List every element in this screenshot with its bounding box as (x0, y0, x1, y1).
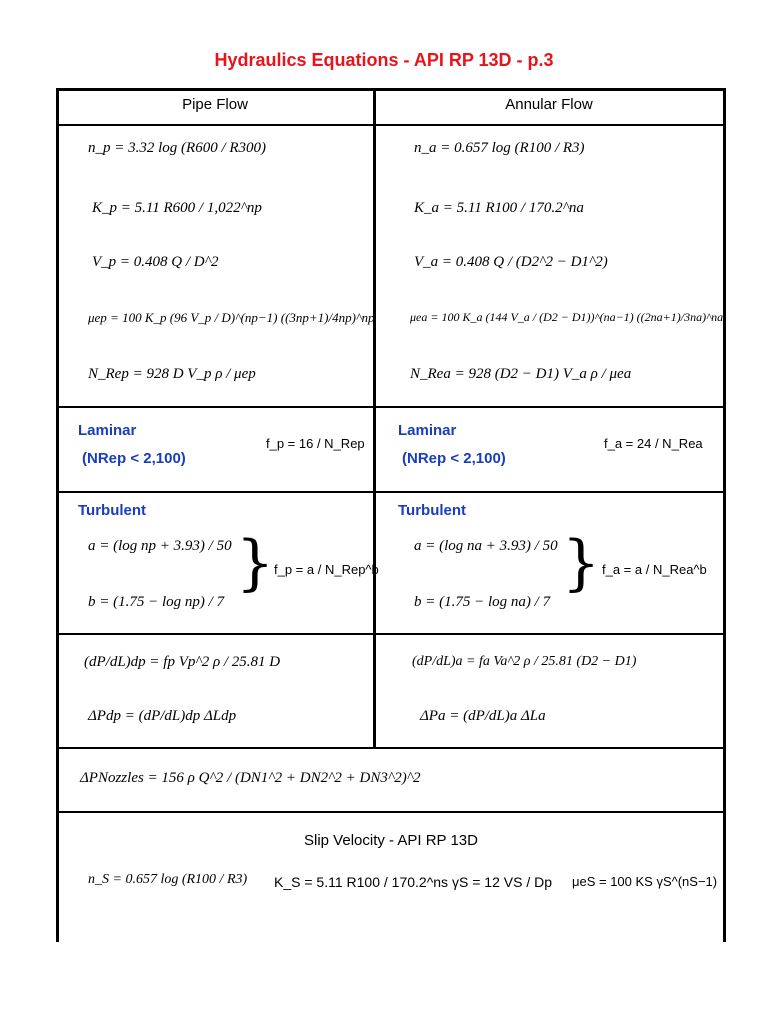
page-cutoff (0, 942, 768, 1024)
turbulent-label-annular: Turbulent (398, 502, 467, 519)
equation-fp-turbulent: f_p = a / N_Rep^b (274, 562, 379, 577)
laminar-label-pipe: Laminar (78, 422, 137, 439)
slip-velocity-title: Slip Velocity - API RP 13D (304, 832, 478, 849)
equation-dpdl-pipe: (dP/dL)dp = fp Vp^2 ρ / 25.81 D (84, 654, 281, 670)
equation-nre-a: N_Rea = 928 (D2 − D1) V_a ρ / μea (410, 366, 632, 382)
equation-fa-turbulent: f_a = a / N_Rea^b (602, 562, 707, 577)
equation-mu-ea: μea = 100 K_a (144 V_a / (D2 − D1))^(na−1) ((2na+1)/3na)^na (410, 310, 724, 324)
equation-kp: K_p = 5.11 R600 / 1,022^np (92, 200, 262, 216)
header-pipe-flow: Pipe Flow (182, 96, 248, 113)
row-divider (56, 633, 726, 635)
equation-gamma-s: γS = 12 VS / Dp (452, 874, 552, 890)
equation-a-annular: a = (log na + 3.93) / 50 (414, 538, 558, 554)
header-annular-flow: Annular Flow (505, 96, 593, 113)
laminar-label-annular: Laminar (398, 422, 457, 439)
equation-mu-es: μeS = 100 KS γS^(nS−1) (572, 874, 718, 889)
equation-deltap-nozzles: ΔPNozzles = 156 ρ Q^2 / (DN1^2 + DN2^2 + DN3^2)^2 (80, 770, 421, 786)
equation-mu-ep: μep = 100 K_p (96 V_p / D)^(np−1) ((3np+1)/4np)^np (88, 310, 375, 325)
equation-table (56, 88, 726, 968)
row-divider (56, 406, 726, 408)
laminar-condition-annular: (NRep < 2,100) (402, 450, 506, 467)
equation-ns: n_S = 0.657 log (R100 / R3) (88, 872, 248, 887)
column-divider (373, 88, 376, 749)
equation-va: V_a = 0.408 Q / (D2^2 − D1^2) (414, 254, 608, 270)
brace-annular: } (562, 528, 601, 598)
equation-fp-laminar: f_p = 16 / N_Rep (266, 436, 365, 451)
equation-b-annular: b = (1.75 − log na) / 7 (414, 594, 551, 610)
equation-ka: K_a = 5.11 R100 / 170.2^na (414, 200, 584, 216)
row-divider (56, 747, 726, 749)
row-divider (56, 811, 726, 813)
equation-nre-p: N_Rep = 928 D V_p ρ / μep (88, 366, 256, 382)
equation-deltap-annular: ΔPa = (dP/dL)a ΔLa (420, 708, 546, 724)
equation-vp: V_p = 0.408 Q / D^2 (92, 254, 219, 270)
equation-ks: K_S = 5.11 R100 / 170.2^ns (274, 874, 449, 890)
equation-a-pipe: a = (log np + 3.93) / 50 (88, 538, 232, 554)
equation-na: n_a = 0.657 log (R100 / R3) (414, 140, 585, 156)
equation-np: n_p = 3.32 log (R600 / R300) (88, 140, 267, 156)
equation-deltap-pipe: ΔPdp = (dP/dL)dp ΔLdp (88, 708, 237, 724)
laminar-condition-pipe: (NRep < 2,100) (82, 450, 186, 467)
row-divider (56, 491, 726, 493)
equation-fa-laminar: f_a = 24 / N_Rea (604, 436, 703, 451)
equation-dpdl-annular: (dP/dL)a = fa Va^2 ρ / 25.81 (D2 − D1) (412, 654, 637, 669)
page-title: Hydraulics Equations - API RP 13D - p.3 (214, 50, 554, 70)
brace-pipe: } (236, 528, 275, 598)
equation-b-pipe: b = (1.75 − log np) / 7 (88, 594, 225, 610)
turbulent-label-pipe: Turbulent (78, 502, 147, 519)
